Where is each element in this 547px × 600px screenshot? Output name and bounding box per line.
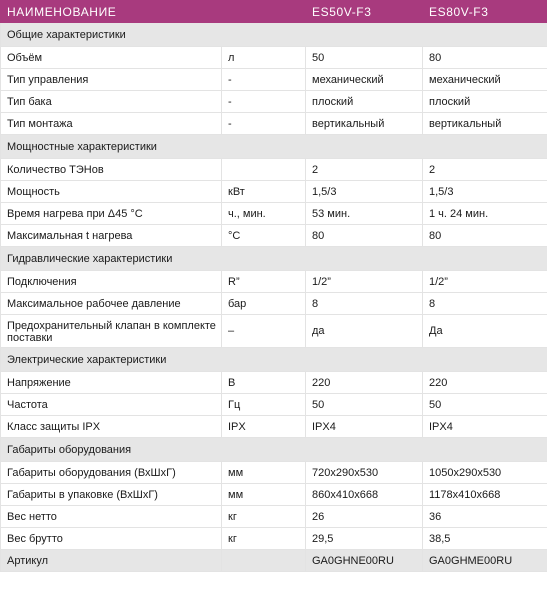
unit-cell: °C — [222, 225, 306, 247]
param-name-cell: Количество ТЭНов — [1, 159, 222, 181]
section-title: Гидравлические характеристики — [1, 247, 547, 271]
model2-value-cell: 1050x290x530 — [423, 462, 547, 484]
article-unit-cell — [222, 550, 306, 572]
model2-value-cell: механический — [423, 69, 547, 91]
model2-value-cell: 2 — [423, 159, 547, 181]
model2-value-cell: 36 — [423, 506, 547, 528]
model2-value-cell: 80 — [423, 225, 547, 247]
unit-cell: – — [222, 315, 306, 348]
model2-value-cell: 80 — [423, 47, 547, 69]
table-row — [1, 225, 547, 247]
table-row — [1, 293, 547, 315]
model2-value-cell: 1,5/3 — [423, 181, 547, 203]
unit-cell: бар — [222, 293, 306, 315]
table-row — [1, 462, 547, 484]
model1-value-cell: 53 мин. — [306, 203, 423, 225]
section-title: Мощностные характеристики — [1, 135, 547, 159]
param-name-cell: Тип бака — [1, 91, 222, 113]
table-row — [1, 271, 547, 293]
model2-value-cell: 1/2” — [423, 271, 547, 293]
model1-value-cell: 50 — [306, 47, 423, 69]
unit-cell: мм — [222, 484, 306, 506]
unit-cell: кВт — [222, 181, 306, 203]
section-header-row — [1, 438, 547, 462]
table-row — [1, 91, 547, 113]
section-title: Габариты оборудования — [1, 438, 547, 462]
model1-value-cell: 2 — [306, 159, 423, 181]
param-name-cell: Вес нетто — [1, 506, 222, 528]
model2-value-cell: 50 — [423, 394, 547, 416]
unit-cell: R” — [222, 271, 306, 293]
table-row — [1, 372, 547, 394]
unit-cell: Гц — [222, 394, 306, 416]
model2-value-cell: 1178x410x668 — [423, 484, 547, 506]
section-header-row — [1, 247, 547, 271]
unit-cell: л — [222, 47, 306, 69]
table-row — [1, 113, 547, 135]
model2-value-cell: вертикальный — [423, 113, 547, 135]
model1-value-cell: 80 — [306, 225, 423, 247]
param-name-cell: Класс защиты IPX — [1, 416, 222, 438]
model2-value-cell: 38,5 — [423, 528, 547, 550]
table-row — [1, 181, 547, 203]
table-row — [1, 315, 547, 348]
param-name-cell: Время нагрева при Δ45 °C — [1, 203, 222, 225]
unit-cell: В — [222, 372, 306, 394]
model1-value-cell: плоский — [306, 91, 423, 113]
spec-table-body — [1, 1, 547, 572]
section-title: Электрические характеристики — [1, 348, 547, 372]
param-name-cell: Мощность — [1, 181, 222, 203]
unit-cell: - — [222, 91, 306, 113]
model1-value-cell: 720x290x530 — [306, 462, 423, 484]
model2-value-cell: Да — [423, 315, 547, 348]
param-name-cell: Вес брутто — [1, 528, 222, 550]
model2-value-cell: плоский — [423, 91, 547, 113]
param-name-cell: Габариты оборудования (ВхШхГ) — [1, 462, 222, 484]
param-name-cell: Максимальное рабочее давление — [1, 293, 222, 315]
table-row — [1, 47, 547, 69]
param-name-cell: Предохранительный клапан в комплекте поставки — [1, 315, 222, 348]
model1-value-cell: IPX4 — [306, 416, 423, 438]
model1-value-cell: 26 — [306, 506, 423, 528]
header-model1-cell: ES50V-F3 — [306, 1, 423, 23]
article-row — [1, 550, 547, 572]
model1-value-cell: 1/2” — [306, 271, 423, 293]
model1-value-cell: 8 — [306, 293, 423, 315]
article-model1-cell: GA0GHNE00RU — [306, 550, 423, 572]
article-label-cell: Артикул — [1, 550, 222, 572]
model2-value-cell: IPX4 — [423, 416, 547, 438]
param-name-cell: Подключения — [1, 271, 222, 293]
param-name-cell: Объём — [1, 47, 222, 69]
section-header-row — [1, 348, 547, 372]
table-row — [1, 69, 547, 91]
model2-value-cell: 8 — [423, 293, 547, 315]
param-name-cell: Тип монтажа — [1, 113, 222, 135]
model1-value-cell: механический — [306, 69, 423, 91]
unit-cell: - — [222, 113, 306, 135]
model2-value-cell: 220 — [423, 372, 547, 394]
model1-value-cell: 50 — [306, 394, 423, 416]
section-header-row — [1, 135, 547, 159]
table-row — [1, 416, 547, 438]
header-name-cell: НАИМЕНОВАНИЕ — [1, 1, 306, 23]
table-row — [1, 159, 547, 181]
unit-cell: IPX — [222, 416, 306, 438]
article-model2-cell: GA0GHME00RU — [423, 550, 547, 572]
param-name-cell: Тип управления — [1, 69, 222, 91]
table-row — [1, 203, 547, 225]
unit-cell: кг — [222, 506, 306, 528]
param-name-cell: Максимальная t нагрева — [1, 225, 222, 247]
section-title: Общие характеристики — [1, 23, 547, 47]
param-name-cell: Габариты в упаковке (ВхШхГ) — [1, 484, 222, 506]
table-row — [1, 394, 547, 416]
model1-value-cell: 220 — [306, 372, 423, 394]
header-model2-cell: ES80V-F3 — [423, 1, 547, 23]
model1-value-cell: да — [306, 315, 423, 348]
model1-value-cell: вертикальный — [306, 113, 423, 135]
unit-cell: кг — [222, 528, 306, 550]
model1-value-cell: 29,5 — [306, 528, 423, 550]
table-header-row — [1, 1, 547, 23]
table-row — [1, 528, 547, 550]
table-row — [1, 484, 547, 506]
section-header-row — [1, 23, 547, 47]
table-row — [1, 506, 547, 528]
param-name-cell: Напряжение — [1, 372, 222, 394]
unit-cell: ч., мин. — [222, 203, 306, 225]
unit-cell — [222, 159, 306, 181]
unit-cell: - — [222, 69, 306, 91]
model2-value-cell: 1 ч. 24 мин. — [423, 203, 547, 225]
unit-cell: мм — [222, 462, 306, 484]
model1-value-cell: 860x410x668 — [306, 484, 423, 506]
param-name-cell: Частота — [1, 394, 222, 416]
model1-value-cell: 1,5/3 — [306, 181, 423, 203]
